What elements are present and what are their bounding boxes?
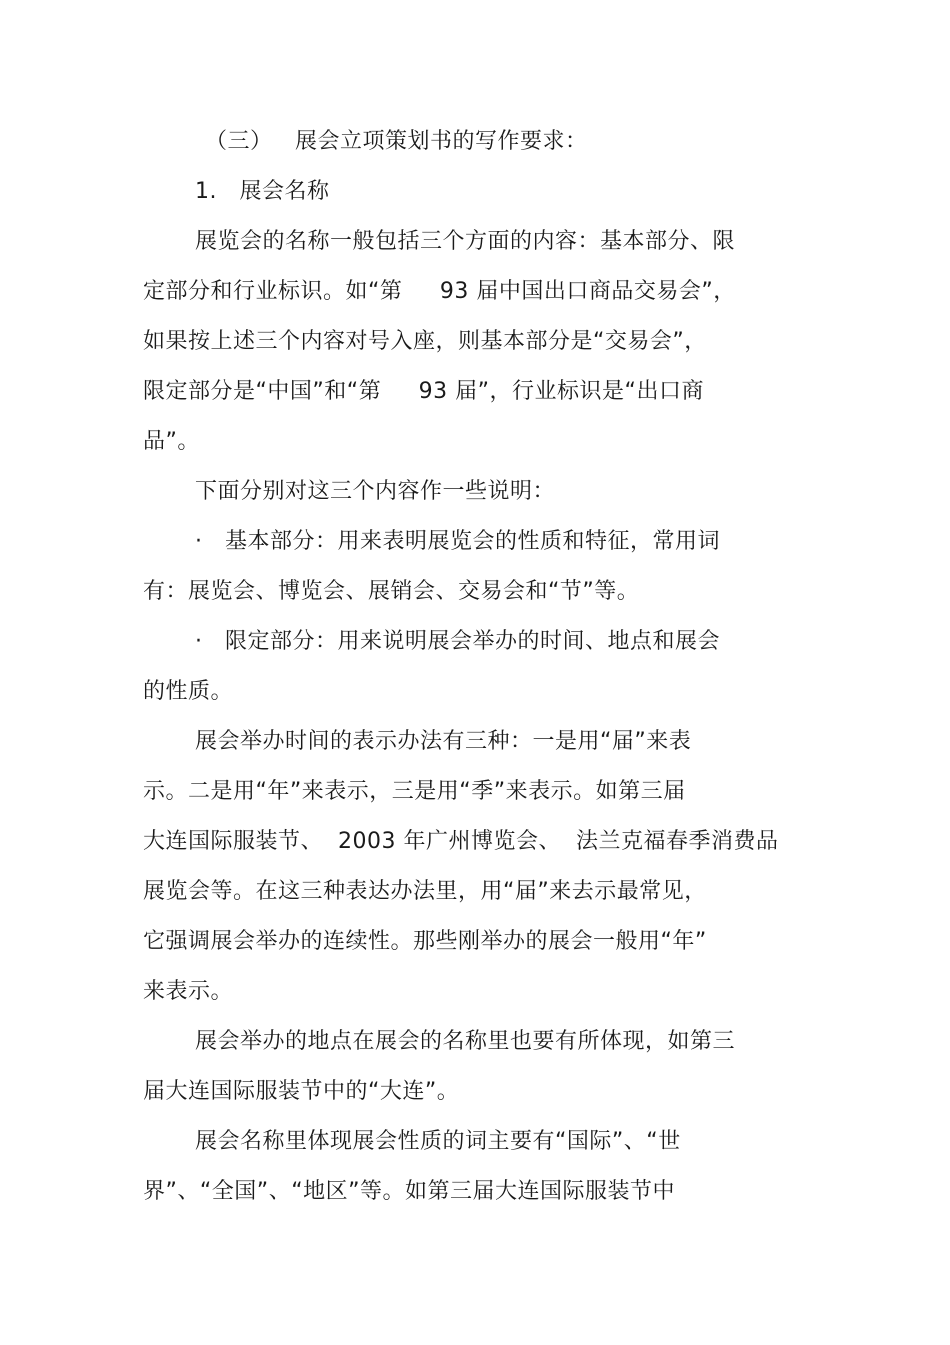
bullet-item: · 基本部分：用来表明展览会的性质和特征，常用词 [195, 529, 720, 554]
paragraph-line: 定部分和行业标识。如“第 93 届中国出口商品交易会”， [143, 279, 736, 304]
paragraph-line: 展览会的名称一般包括三个方面的内容：基本部分、限 [195, 229, 736, 254]
paragraph-line: 示。二是用“年”来表示，三是用“季”来表示。如第三届 [143, 779, 686, 804]
paragraph-line: 它强调展会举办的连续性。那些刚举办的展会一般用“年” [143, 929, 707, 954]
paragraph-line: 届大连国际服装节中的“大连”。 [143, 1079, 460, 1104]
paragraph-line: 下面分别对这三个内容作一些说明： [195, 479, 556, 504]
paragraph-line: 限定部分是“中国”和“第 93 届”，行业标识是“出口商 [143, 379, 704, 404]
paragraph-line: 来表示。 [143, 979, 234, 1004]
paragraph-line: 展会名称里体现展会性质的词主要有“国际”、“世 [195, 1129, 681, 1154]
subsection-heading: 1. 展会名称 [195, 179, 330, 204]
section-heading: （三） 展会立项策划书的写作要求： [205, 129, 588, 154]
paragraph-line: 如果按上述三个内容对号入座，则基本部分是“交易会”， [143, 329, 707, 354]
bullet-item: · 限定部分：用来说明展会举办的时间、地点和展会 [195, 629, 720, 654]
paragraph-line: 大连国际服装节、 2003 年广州博览会、 法兰克福春季消费品 [143, 829, 779, 854]
paragraph-line: 展览会等。在这三种表达办法里，用“届”来去示最常见， [143, 879, 707, 904]
paragraph-line: 展会举办时间的表示办法有三种：一是用“届”来表 [195, 729, 692, 754]
paragraph-line: 的性质。 [143, 679, 234, 704]
paragraph-line: 展会举办的地点在展会的名称里也要有所体现，如第三 [195, 1029, 736, 1054]
paragraph-line: 品”。 [143, 429, 200, 454]
paragraph-line: 有：展览会、博览会、展销会、交易会和“节”等。 [143, 579, 640, 604]
paragraph-line: 界”、“全国”、“地区”等。如第三届大连国际服装节中 [143, 1179, 675, 1204]
